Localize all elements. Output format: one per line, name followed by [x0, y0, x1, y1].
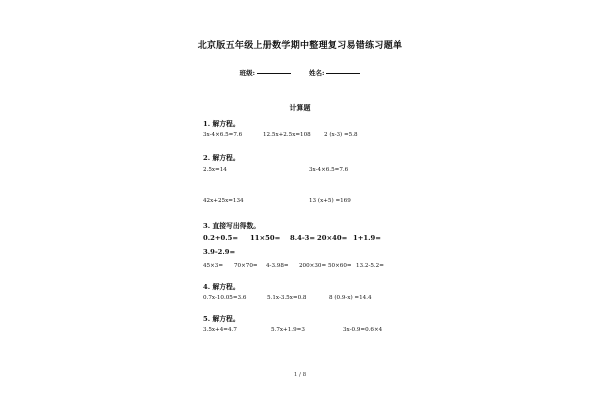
- name-field[interactable]: [309, 68, 360, 77]
- equation: 12.5x+2.5x=108: [263, 132, 311, 138]
- mental-math-item: 50×60=: [328, 263, 352, 269]
- student-info: [0, 68, 600, 77]
- equation: 2.5x=14: [203, 167, 227, 173]
- mental-math-item: 3.9-2.9=: [203, 248, 236, 256]
- mental-math-item: 4-3.98=: [266, 263, 289, 269]
- class-field[interactable]: [240, 68, 291, 77]
- equation: 13 (x+5) =169: [309, 198, 351, 204]
- equation: 3.5x+4=4.7: [203, 327, 237, 333]
- class-label: 班级:: [239, 69, 255, 77]
- question-2-heading: 2. 解方程。: [203, 154, 240, 162]
- equation: 0.7x-10.05=3.6: [203, 295, 247, 301]
- mental-math-item: 1+1.9=: [353, 234, 381, 242]
- equation: 5.7x+1.9=3: [271, 327, 305, 333]
- mental-math-item: 70×70=: [234, 263, 258, 269]
- name-label: 姓名:: [309, 69, 325, 77]
- mental-math-item: 11×50=: [250, 234, 281, 242]
- equation: 3x-0.9=0.6×4: [343, 327, 383, 333]
- mental-math-item: 20×40=: [317, 234, 348, 242]
- mental-math-item: 13.2-5.2=: [356, 263, 384, 269]
- page-indicator: 1 / 8: [293, 372, 307, 378]
- equation: 3x-4×6.5=7.6: [203, 132, 243, 138]
- mental-math-item: 45×3=: [203, 263, 224, 269]
- equation: 42x+25x=134: [203, 198, 244, 204]
- class-blank[interactable]: [257, 73, 291, 74]
- equation: 2 (x-3) =5.8: [324, 132, 358, 138]
- equation: 5.1x-3.5x=0.8: [267, 295, 307, 301]
- mental-math-item: 0.2+0.5=: [203, 234, 239, 242]
- worksheet-title: 北京版五年级上册数学期中整理复习易错练习题单: [197, 41, 403, 51]
- name-blank[interactable]: [326, 73, 360, 74]
- question-4-heading: 4. 解方程。: [203, 283, 240, 291]
- equation: 8 (0.9-x) =14.4: [329, 295, 372, 301]
- section-title: 计算题: [289, 103, 311, 112]
- question-3-heading: 3. 直接写出得数。: [203, 222, 261, 230]
- question-1-heading: 1. 解方程。: [203, 120, 240, 128]
- question-5-heading: 5. 解方程。: [203, 315, 240, 323]
- equation: 3x-4×6.5=7.6: [309, 167, 349, 173]
- mental-math-item: 8.4-3=: [290, 234, 316, 242]
- mental-math-item: 200×30=: [299, 263, 327, 269]
